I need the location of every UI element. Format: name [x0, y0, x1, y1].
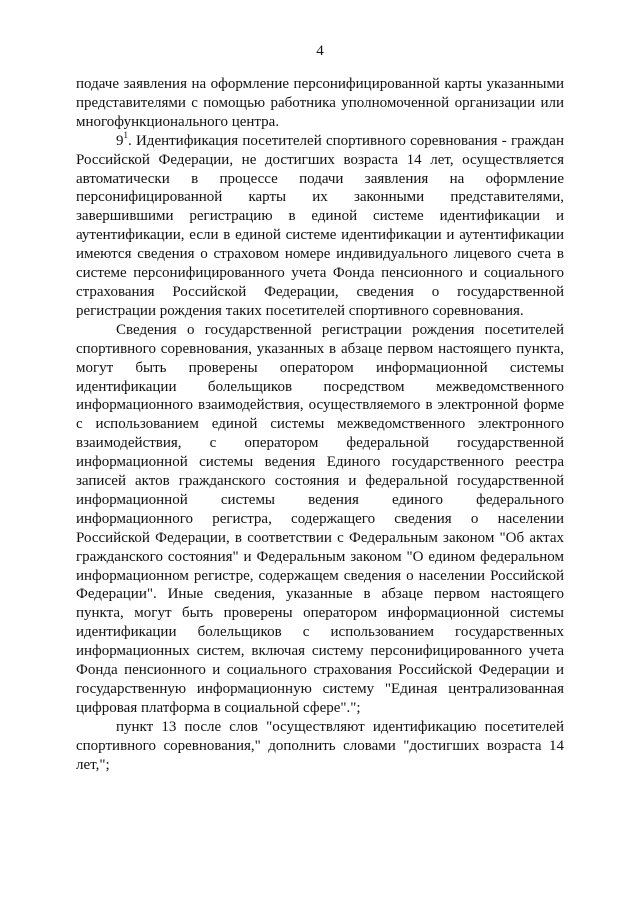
paragraph-continuation: подаче заявления на оформление персонифицированной карты указанными представителями с помощью работника уполномоченной организации или многофункционального центра. [76, 76, 564, 130]
page-number: 4 [316, 43, 324, 59]
paragraph-item-9-1 [76, 129, 564, 321]
document-body [76, 75, 564, 775]
item-text: . Идентификация посетителей спортивного соревнования - граждан Российской Федерации, не достигших возраста 14 лет, осуществляется автоматически в процессе подачи заявления на оформление персонифицированной карты их законными представителями, завершившими регистрацию в единой системе идентификации и аутентификации, если в единой системе идентификации и аутентификации имеются сведения о страховом номере индивидуального лицевого счета в системе персонифицированного учета Фонда пенсионного и социального страхования Российской Федерации, сведения о государственной регистрации рождения таких посетителей спортивного соревнования. [76, 132, 564, 319]
item-label: 9 [116, 132, 124, 149]
paragraph-registration-info: Сведения о государственной регистрации рождения посетителей спортивного соревнования, указанных в абзаце первом настоящего пункта, могут быть проверены оператором информационной системы идентификации болельщиков посредством межведомственного информационного взаимодействия, осуществляемого в электронной форме с использованием единой системы межведомственного электронного взаимодействия, с оператором федеральной государственной информационной системы ведения Единого государственного реестра записей актов гражданского состояния и федеральной государственной информационной системы ведения единого федерального информационного регистра, содержащего сведения о населении Российской Федерации, в соответствии с Федеральным законом "Об актах гражданского состояния" и Федеральным законом "О едином федеральном информационном регистре, содержащем сведения о населении Российской Федерации". Иные сведения, указанные в абзаце первом настоящего пункта, могут быть проверены оператором информационной системы идентификации болельщиков с использованием государственных информационных систем, включая систему персонифицированного учета Фонда пенсионного и социального страхования Российской Федерации и государственную информационную систему "Единая централизованная цифровая платформа в социальной сфере"."; [76, 321, 564, 716]
item-label-superscript: 1 [123, 129, 128, 140]
paragraph-item-13-amendment: пункт 13 после слов "осуществляют идентификацию посетителей спортивного соревнования," дополнить словами "достигших возраста 14 лет,"; [76, 718, 564, 773]
